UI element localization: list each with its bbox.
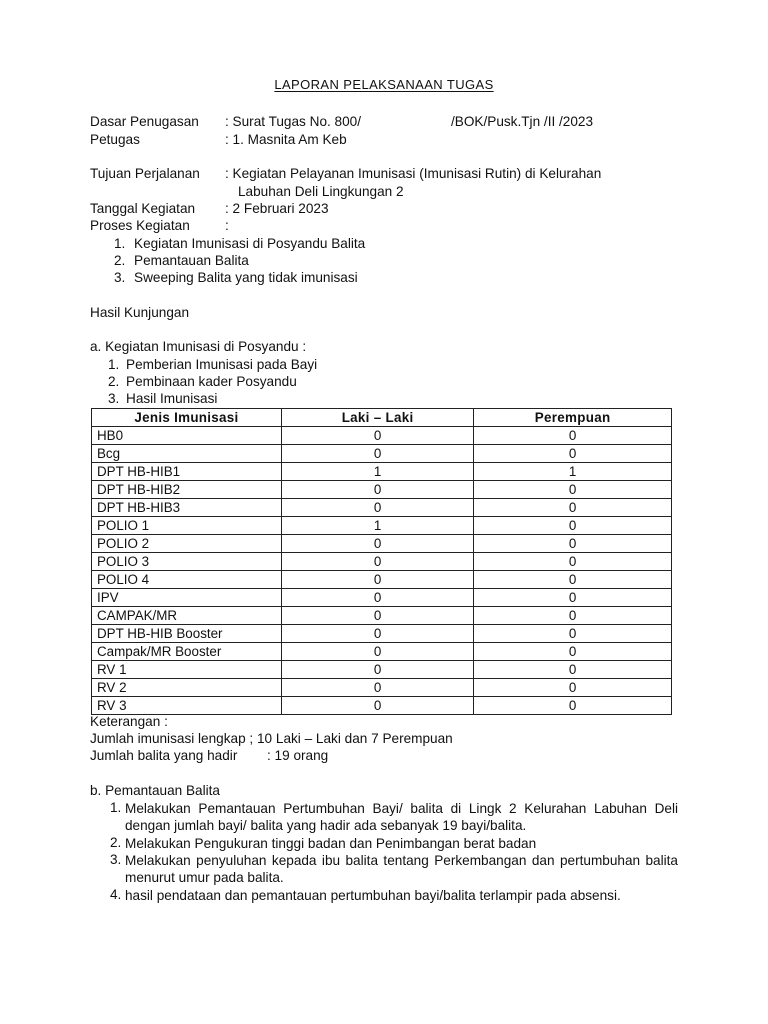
cell-perempuan: 0 <box>474 535 672 553</box>
section-b-item-text: Melakukan penyuluhan kepada ibu balita tentang Perkembangan dan pertumbuhan balita menurut umur pada balita. <box>125 853 678 885</box>
cell-perempuan: 0 <box>474 625 672 643</box>
section-a-item-number: 2. <box>108 374 120 389</box>
cell-jenis: IPV <box>92 589 282 607</box>
cell-laki: 1 <box>281 463 473 481</box>
cell-jenis: RV 3 <box>92 697 282 715</box>
proses-item <box>114 236 365 251</box>
table-row <box>92 499 672 517</box>
cell-jenis: RV 1 <box>92 661 282 679</box>
cell-perempuan: 0 <box>474 589 672 607</box>
tujuan-label: Tujuan Perjalanan <box>90 166 200 181</box>
cell-jenis: POLIO 2 <box>92 535 282 553</box>
table-row <box>92 661 672 679</box>
cell-perempuan: 0 <box>474 697 672 715</box>
cell-perempuan: 0 <box>474 553 672 571</box>
table-row <box>92 481 672 499</box>
cell-perempuan: 0 <box>474 517 672 535</box>
cell-laki: 0 <box>281 625 473 643</box>
table-row <box>92 643 672 661</box>
cell-perempuan: 0 <box>474 661 672 679</box>
table-row <box>92 553 672 571</box>
section-b-item-number: 4. <box>110 887 122 902</box>
cell-jenis: CAMPAK/MR <box>92 607 282 625</box>
table-row <box>92 445 672 463</box>
tanggal-label: Tanggal Kegiatan <box>90 201 196 216</box>
keterangan-line-2-label: Jumlah balita yang hadir <box>90 748 238 763</box>
cell-perempuan: 0 <box>474 427 672 445</box>
proses-item-number: 3. <box>114 270 126 285</box>
cell-perempuan: 0 <box>474 481 672 499</box>
tanggal-row <box>90 201 329 216</box>
cell-laki: 1 <box>281 517 473 535</box>
cell-perempuan: 0 <box>474 679 672 697</box>
tujuan-value-continued: Labuhan Deli Lingkungan 2 <box>238 184 404 199</box>
cell-laki: 0 <box>281 589 473 607</box>
section-a-heading: a. Kegiatan Imunisasi di Posyandu : <box>90 339 307 354</box>
dasar-penugasan-row <box>90 114 594 129</box>
cell-laki: 0 <box>281 499 473 517</box>
cell-jenis: DPT HB-HIB3 <box>92 499 282 517</box>
cell-jenis: HB0 <box>92 427 282 445</box>
keterangan-line-1: Jumlah imunisasi lengkap ; 10 Laki – Laki dan 7 Perempuan <box>90 731 453 746</box>
cell-perempuan: 0 <box>474 499 672 517</box>
cell-jenis: POLIO 3 <box>92 553 282 571</box>
header-jenis: Jenis Imunisasi <box>92 409 282 427</box>
section-a-item <box>108 374 297 389</box>
cell-laki: 0 <box>281 607 473 625</box>
section-b-item-number: 3. <box>110 852 122 867</box>
dasar-penugasan-value-suffix: /BOK/Pusk.Tjn /II /2023 <box>451 114 594 129</box>
cell-laki: 0 <box>281 553 473 571</box>
section-a-item-number: 1. <box>108 357 120 372</box>
keterangan-line-2-value: : 19 orang <box>267 748 329 763</box>
cell-perempuan: 0 <box>474 643 672 661</box>
section-a-item-text: Pembinaan kader Posyandu <box>126 374 297 389</box>
cell-perempuan: 0 <box>474 571 672 589</box>
document-title-text: LAPORAN PELAKSANAAN TUGAS <box>274 77 494 92</box>
cell-laki: 0 <box>281 571 473 589</box>
cell-laki: 0 <box>281 445 473 463</box>
cell-laki: 0 <box>281 643 473 661</box>
table-row <box>92 517 672 535</box>
keterangan-label: Keterangan : <box>90 714 168 729</box>
section-b-item-number: 1. <box>110 800 122 815</box>
dasar-penugasan-value: : Surat Tugas No. 800/ <box>225 114 362 129</box>
petugas-row <box>90 132 347 147</box>
cell-perempuan: 0 <box>474 607 672 625</box>
cell-jenis: RV 2 <box>92 679 282 697</box>
hasil-kunjungan-heading: Hasil Kunjungan <box>90 305 189 320</box>
cell-laki: 0 <box>281 697 473 715</box>
section-a-item <box>108 357 317 372</box>
section-b-item-text: Melakukan Pemantauan Pertumbuhan Bayi/ balita di Lingk 2 Kelurahan Labuhan Deli dengan jumlah bayi/ balita yang hadir ada sebanyak 19 bayi/balita. <box>125 801 678 833</box>
cell-jenis: DPT HB-HIB Booster <box>92 625 282 643</box>
proses-item <box>114 253 249 268</box>
cell-laki: 0 <box>281 427 473 445</box>
proses-item-number: 1. <box>114 236 126 251</box>
table-row <box>92 535 672 553</box>
keterangan-line-2 <box>90 748 328 763</box>
header-laki: Laki – Laki <box>281 409 473 427</box>
section-a-item-number: 3. <box>108 391 120 406</box>
dasar-penugasan-label: Dasar Penugasan <box>90 114 199 129</box>
cell-jenis: POLIO 1 <box>92 517 282 535</box>
document-title <box>0 77 768 92</box>
section-a-item-text: Pemberian Imunisasi pada Bayi <box>126 357 318 372</box>
petugas-value: : 1. Masnita Am Keb <box>225 132 347 147</box>
cell-jenis: Campak/MR Booster <box>92 643 282 661</box>
table-row <box>92 697 672 715</box>
table-row <box>92 625 672 643</box>
cell-perempuan: 0 <box>474 445 672 463</box>
proses-item-text: Sweeping Balita yang tidak imunisasi <box>134 270 358 285</box>
tujuan-value: : Kegiatan Pelayanan Imunisasi (Imunisasi Rutin) di Kelurahan <box>225 166 602 181</box>
cell-jenis: POLIO 4 <box>92 571 282 589</box>
cell-laki: 0 <box>281 661 473 679</box>
proses-label: Proses Kegiatan <box>90 218 190 233</box>
proses-row <box>90 218 229 233</box>
table-row <box>92 463 672 481</box>
table-row <box>92 571 672 589</box>
section-a-item-text: Hasil Imunisasi <box>126 391 218 406</box>
proses-item <box>114 270 358 285</box>
tanggal-value: : 2 Februari 2023 <box>225 201 329 216</box>
proses-item-text: Kegiatan Imunisasi di Posyandu Balita <box>134 236 366 251</box>
cell-laki: 0 <box>281 535 473 553</box>
section-a-item <box>108 391 217 406</box>
table-row <box>92 589 672 607</box>
petugas-label: Petugas <box>90 132 140 147</box>
cell-laki: 0 <box>281 481 473 499</box>
imunisasi-table <box>91 408 672 715</box>
cell-jenis: DPT HB-HIB2 <box>92 481 282 499</box>
section-b-item-text: hasil pendataan dan pemantauan pertumbuhan bayi/balita terlampir pada absensi. <box>125 888 621 903</box>
proses-item-number: 2. <box>114 253 126 268</box>
header-perempuan: Perempuan <box>474 409 672 427</box>
section-b-item-number: 2. <box>110 835 122 850</box>
section-b-item-text: Melakukan Pengukuran tinggi badan dan Penimbangan berat badan <box>125 836 537 851</box>
tujuan-row <box>90 166 601 181</box>
proses-value: : <box>225 218 229 233</box>
cell-jenis: DPT HB-HIB1 <box>92 463 282 481</box>
cell-laki: 0 <box>281 679 473 697</box>
table-row <box>92 607 672 625</box>
cell-perempuan: 1 <box>474 463 672 481</box>
table-row <box>92 679 672 697</box>
cell-jenis: Bcg <box>92 445 282 463</box>
table-header-row <box>92 409 672 427</box>
table-row <box>92 427 672 445</box>
proses-item-text: Pemantauan Balita <box>134 253 249 268</box>
section-b-heading: b. Pemantauan Balita <box>90 783 220 798</box>
